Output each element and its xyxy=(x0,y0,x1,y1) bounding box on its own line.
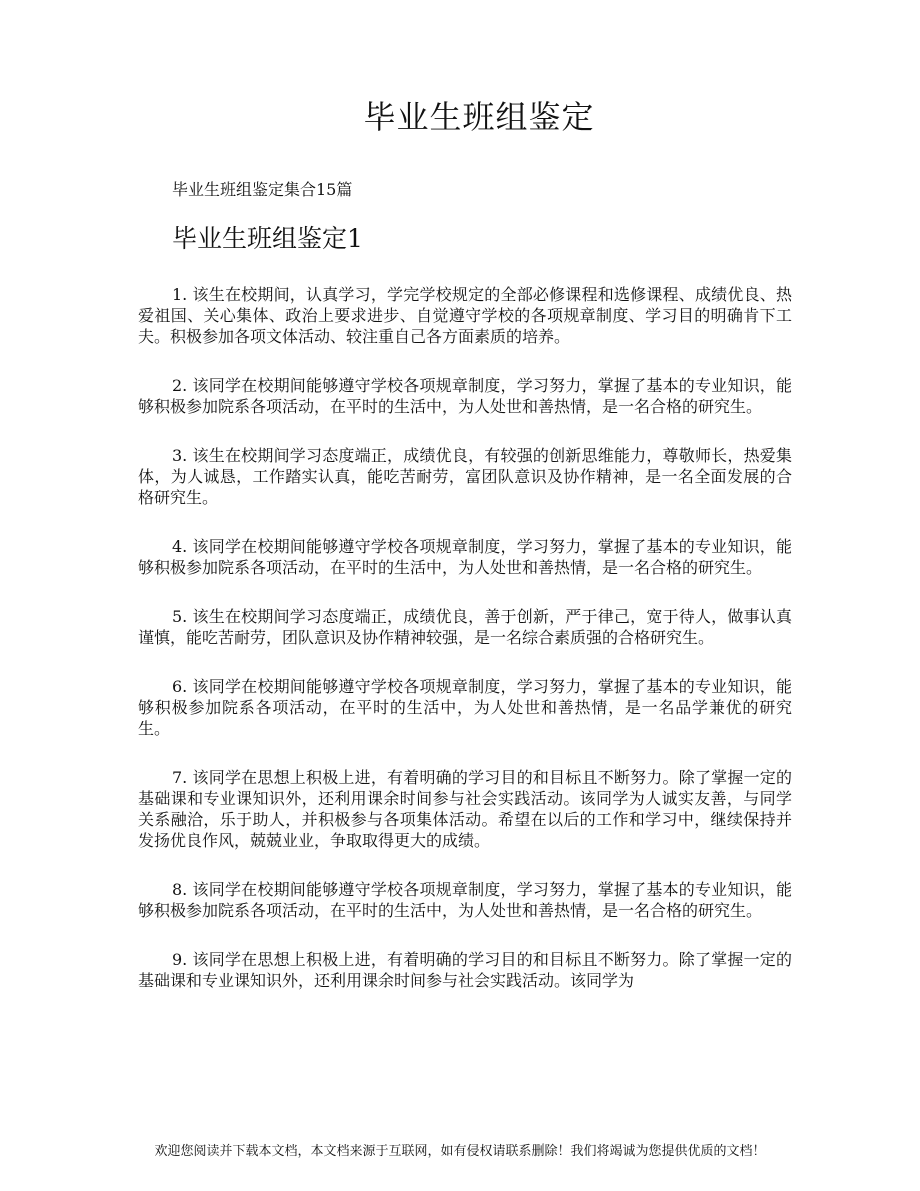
paragraph: 8. 该同学在校期间能够遵守学校各项规章制度，学习努力，掌握了基本的专业知识，能够积极参加院系各项活动，在平时的生活中，为人处世和善热情，是一名合格的研究生。 xyxy=(138,880,792,920)
paragraph: 6. 该同学在校期间能够遵守学校各项规章制度，学习努力，掌握了基本的专业知识，能够积极参加院系各项活动，在平时的生活中，为人处世和善热情，是一名品学兼优的研究生。 xyxy=(138,677,792,738)
paragraph: 4. 该同学在校期间能够遵守学校各项规章制度，学习努力，掌握了基本的专业知识，能够积极参加院系各项活动，在平时的生活中，为人处世和善热情，是一名合格的研究生。 xyxy=(138,537,792,577)
paragraph: 3. 该生在校期间学习态度端正，成绩优良，有较强的创新思维能力，尊敬师长，热爱集体，为人诚恳，工作踏实认真，能吃苦耐劳，富团队意识及协作精神，是一名全面发展的合格研究生。 xyxy=(138,446,792,507)
paragraph: 2. 该同学在校期间能够遵守学校各项规章制度，学习努力，掌握了基本的专业知识，能够积极参加院系各项活动，在平时的生活中，为人处世和善热情，是一名合格的研究生。 xyxy=(138,376,792,416)
document-subtitle: 毕业生班组鉴定集合15篇 xyxy=(172,180,353,199)
document-body xyxy=(138,284,792,1019)
paragraph: 9. 该同学在思想上积极上进，有着明确的学习目的和目标且不断努力。除了掌握一定的基础课和专业课知识外，还利用课余时间参与社会实践活动。该同学为 xyxy=(138,950,792,990)
page-footer: 欢迎您阅读并下载本文档，本文档来源于互联网，如有侵权请联系删除！我们将竭诚为您提供优质的文档！ xyxy=(154,1144,766,1159)
paragraph: 7. 该同学在思想上积极上进，有着明确的学习目的和目标且不断努力。除了掌握一定的基础课和专业课知识外，还利用课余时间参与社会实践活动。该同学为人诚实友善，与同学关系融洽，乐于助人，并积极参与各项集体活动。希望在以后的工作和学习中，继续保持并发扬优良作风，兢兢业业，争取取得更大的成绩。 xyxy=(138,768,792,850)
paragraph: 5. 该生在校期间学习态度端正，成绩优良，善于创新，严于律己，宽于待人，做事认真谨慎，能吃苦耐劳，团队意识及协作精神较强，是一名综合素质强的合格研究生。 xyxy=(138,607,792,647)
document-title: 毕业生班组鉴定 xyxy=(363,98,595,136)
section-heading: 毕业生班组鉴定1 xyxy=(172,224,363,253)
paragraph: 1. 该生在校期间，认真学习，学完学校规定的全部必修课程和选修课程、成绩优良、热爱祖国、关心集体、政治上要求进步、自觉遵守学校的各项规章制度、学习目的明确肯下工夫。积极参加各项文体活动、较注重自己各方面素质的培养。 xyxy=(138,285,792,346)
